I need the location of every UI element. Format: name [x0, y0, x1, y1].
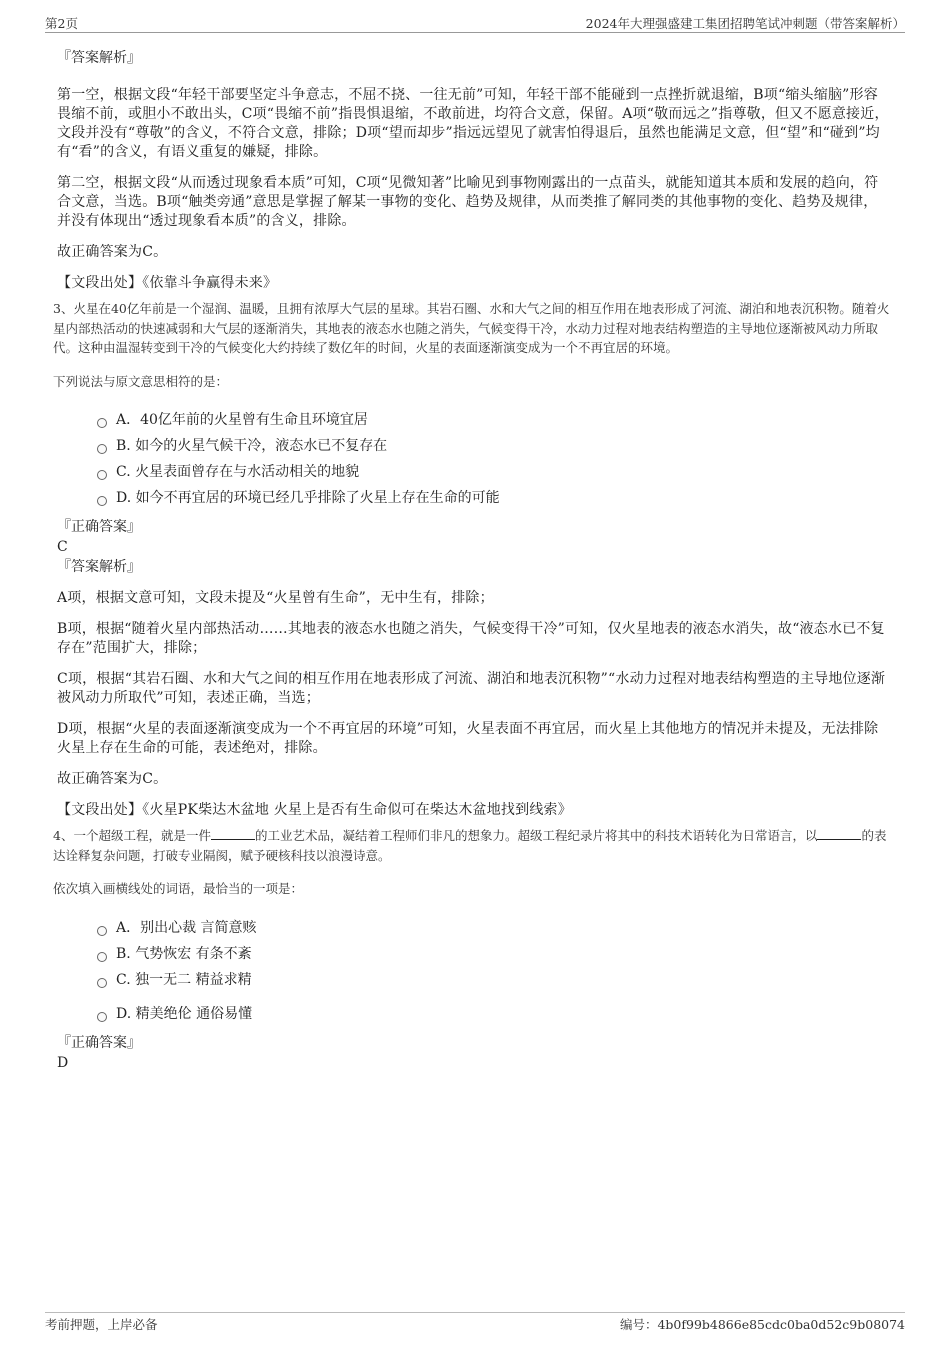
- q3-question: 下列说法与原文意思相符的是：: [53, 373, 229, 389]
- blank-line: [211, 827, 255, 840]
- radio-icon[interactable]: [97, 978, 107, 988]
- radio-icon[interactable]: [97, 470, 107, 480]
- page-footer: [45, 1312, 905, 1335]
- q3-options: [97, 407, 890, 511]
- page-header: [45, 12, 905, 33]
- q4-option-d[interactable]: D. 精美绝伦 通俗易懂: [97, 1001, 890, 1027]
- radio-icon[interactable]: [97, 496, 107, 506]
- page-number: 第2页: [45, 16, 78, 31]
- q3-option-a[interactable]: A．40亿年前的火星曾有生命且环境宜居: [97, 407, 890, 433]
- document-title: 2024年大理强盛建工集团招聘笔试冲刺题（带答案解析）: [585, 16, 905, 31]
- document-code: 编号：4b0f99b4866e85cdc0ba0d52c9b08074: [619, 1317, 905, 1332]
- radio-icon[interactable]: [97, 952, 107, 962]
- q3-stem: 3、火星在40亿年前是一个湿润、温暖，且拥有浓厚大气层的星球。其岩石圈、水和大气之间的相互作用在地表形成了河流、湖泊和地表沉积物。随着火星内部热活动的快速减弱和大气层的逐渐消失，其地表的液态水也随之消失，气候变得干冷，水动力过程对地表结构塑造的主导地位逐渐被风动力所取代。这种由温湿转变到干冷的气候变化大约持续了数亿年的时间，火星的表面逐渐演变成为一个不再宜居的环境。: [53, 301, 890, 355]
- q2-analysis-para-2: 第二空，根据文段“从而透过现象看本质”可知，C项“见微知著”比喻见到事物刚露出的一点苗头，就能知道其本质和发展的趋向，符合文意，当选。B项“触类旁通”意思是掌握了解某一事物的变化、趋势及规律，从而类推了解同类的其他事物的变化、趋势及规律，并没有体现出“透过现象看本质”的含义，排除。: [57, 175, 879, 229]
- q4-stem: 4、一个超级工程，就是一件 的工业艺术品，凝结着工程师们非凡的想象力。超级工程纪录片将其中的科技术语转化为日常语言，以 的表达诠释复杂问题，打破专业隔阂，赋予硬核科技以浪漫诗意。: [53, 828, 887, 863]
- q3-analysis-marker: 『答案解析』: [57, 559, 141, 575]
- blank-line: [817, 827, 861, 840]
- q3-option-b[interactable]: B. 如今的火星气候干冷，液态水已不复存在: [97, 433, 890, 459]
- q3-answer: C: [57, 539, 68, 555]
- q4-answer-marker: 『正确答案』: [57, 1034, 141, 1051]
- radio-icon[interactable]: [97, 444, 107, 454]
- q2-source: 【文段出处】《依靠斗争赢得未来》: [57, 275, 278, 291]
- q2-analysis-para-1: 第一空，根据文段“年轻干部要坚定斗争意志，不屈不挠、一往无前”可知，年轻干部不能碰到一点挫折就退缩，B项“缩头缩脑”形容畏缩不前，或胆小不敢出头，C项“畏缩不前”指畏惧退缩，不敢前进，均符合文意，保留。A项“敬而远之”指尊敬，但又不愿意接近，文段并没有“尊敬”的含义，不符合文意，排除；D项“望而却步”指远远望见了就害怕得退后，虽然也能满足文意，但“望”和“碰到”均有“看”的含义，有语义重复的嫌疑，排除。: [57, 87, 889, 160]
- q3-answer-marker: 『正确答案』: [57, 519, 141, 535]
- q4-option-a[interactable]: A．别出心裁 言简意赅: [97, 915, 890, 941]
- radio-icon[interactable]: [97, 1012, 107, 1022]
- q2-conclusion: 故正确答案为C。: [57, 244, 168, 260]
- footer-note: 考前押题，上岸必备: [45, 1317, 158, 1332]
- q4-question: 依次填入画横线处的词语，最恰当的一项是：: [53, 881, 304, 896]
- radio-icon[interactable]: [97, 926, 107, 936]
- q3-analysis-c: C项，根据“其岩石圈、水和大气之间的相互作用在地表形成了河流、湖泊和地表沉积物”“水动力过程对地表结构塑造的主导地位逐渐被风动力所取代”可知，表述正确，当选；: [57, 671, 886, 706]
- q4-option-c[interactable]: C. 独一无二 精益求精: [97, 967, 890, 993]
- q3-option-d[interactable]: D. 如今不再宜居的环境已经几乎排除了火星上存在生命的可能: [97, 485, 890, 511]
- q4-option-b[interactable]: B. 气势恢宏 有条不紊: [97, 941, 890, 967]
- q3-analysis-a: A项，根据文意可知，文段未提及“火星曾有生命”，无中生有，排除；: [57, 590, 494, 606]
- q3-option-c[interactable]: C. 火星表面曾存在与水活动相关的地貌: [97, 459, 890, 485]
- q4-options: [97, 915, 890, 1027]
- q4-answer: D: [57, 1054, 69, 1071]
- q3-conclusion: 故正确答案为C。: [57, 771, 168, 787]
- q3-analysis-d: D项，根据“火星的表面逐渐演变成为一个不再宜居的环境”可知，火星表面不再宜居，而火星上其他地方的情况并未提及，无法排除火星上存在生命的可能，表述绝对，排除。: [57, 721, 879, 756]
- q2-analysis-marker: 『答案解析』: [57, 50, 141, 66]
- q3-source: 【文段出处】《火星PK柴达木盆地 火星上是否有生命似可在柴达木盆地找到线索》: [57, 802, 572, 818]
- page-content: [53, 44, 890, 1073]
- q3-analysis-b: B项，根据“随着火星内部热活动……其地表的液态水也随之消失，气候变得干冷”可知，仅火星地表的液态水消失，故“液态水已不复存在”范围扩大，排除；: [57, 621, 885, 656]
- radio-icon[interactable]: [97, 418, 107, 428]
